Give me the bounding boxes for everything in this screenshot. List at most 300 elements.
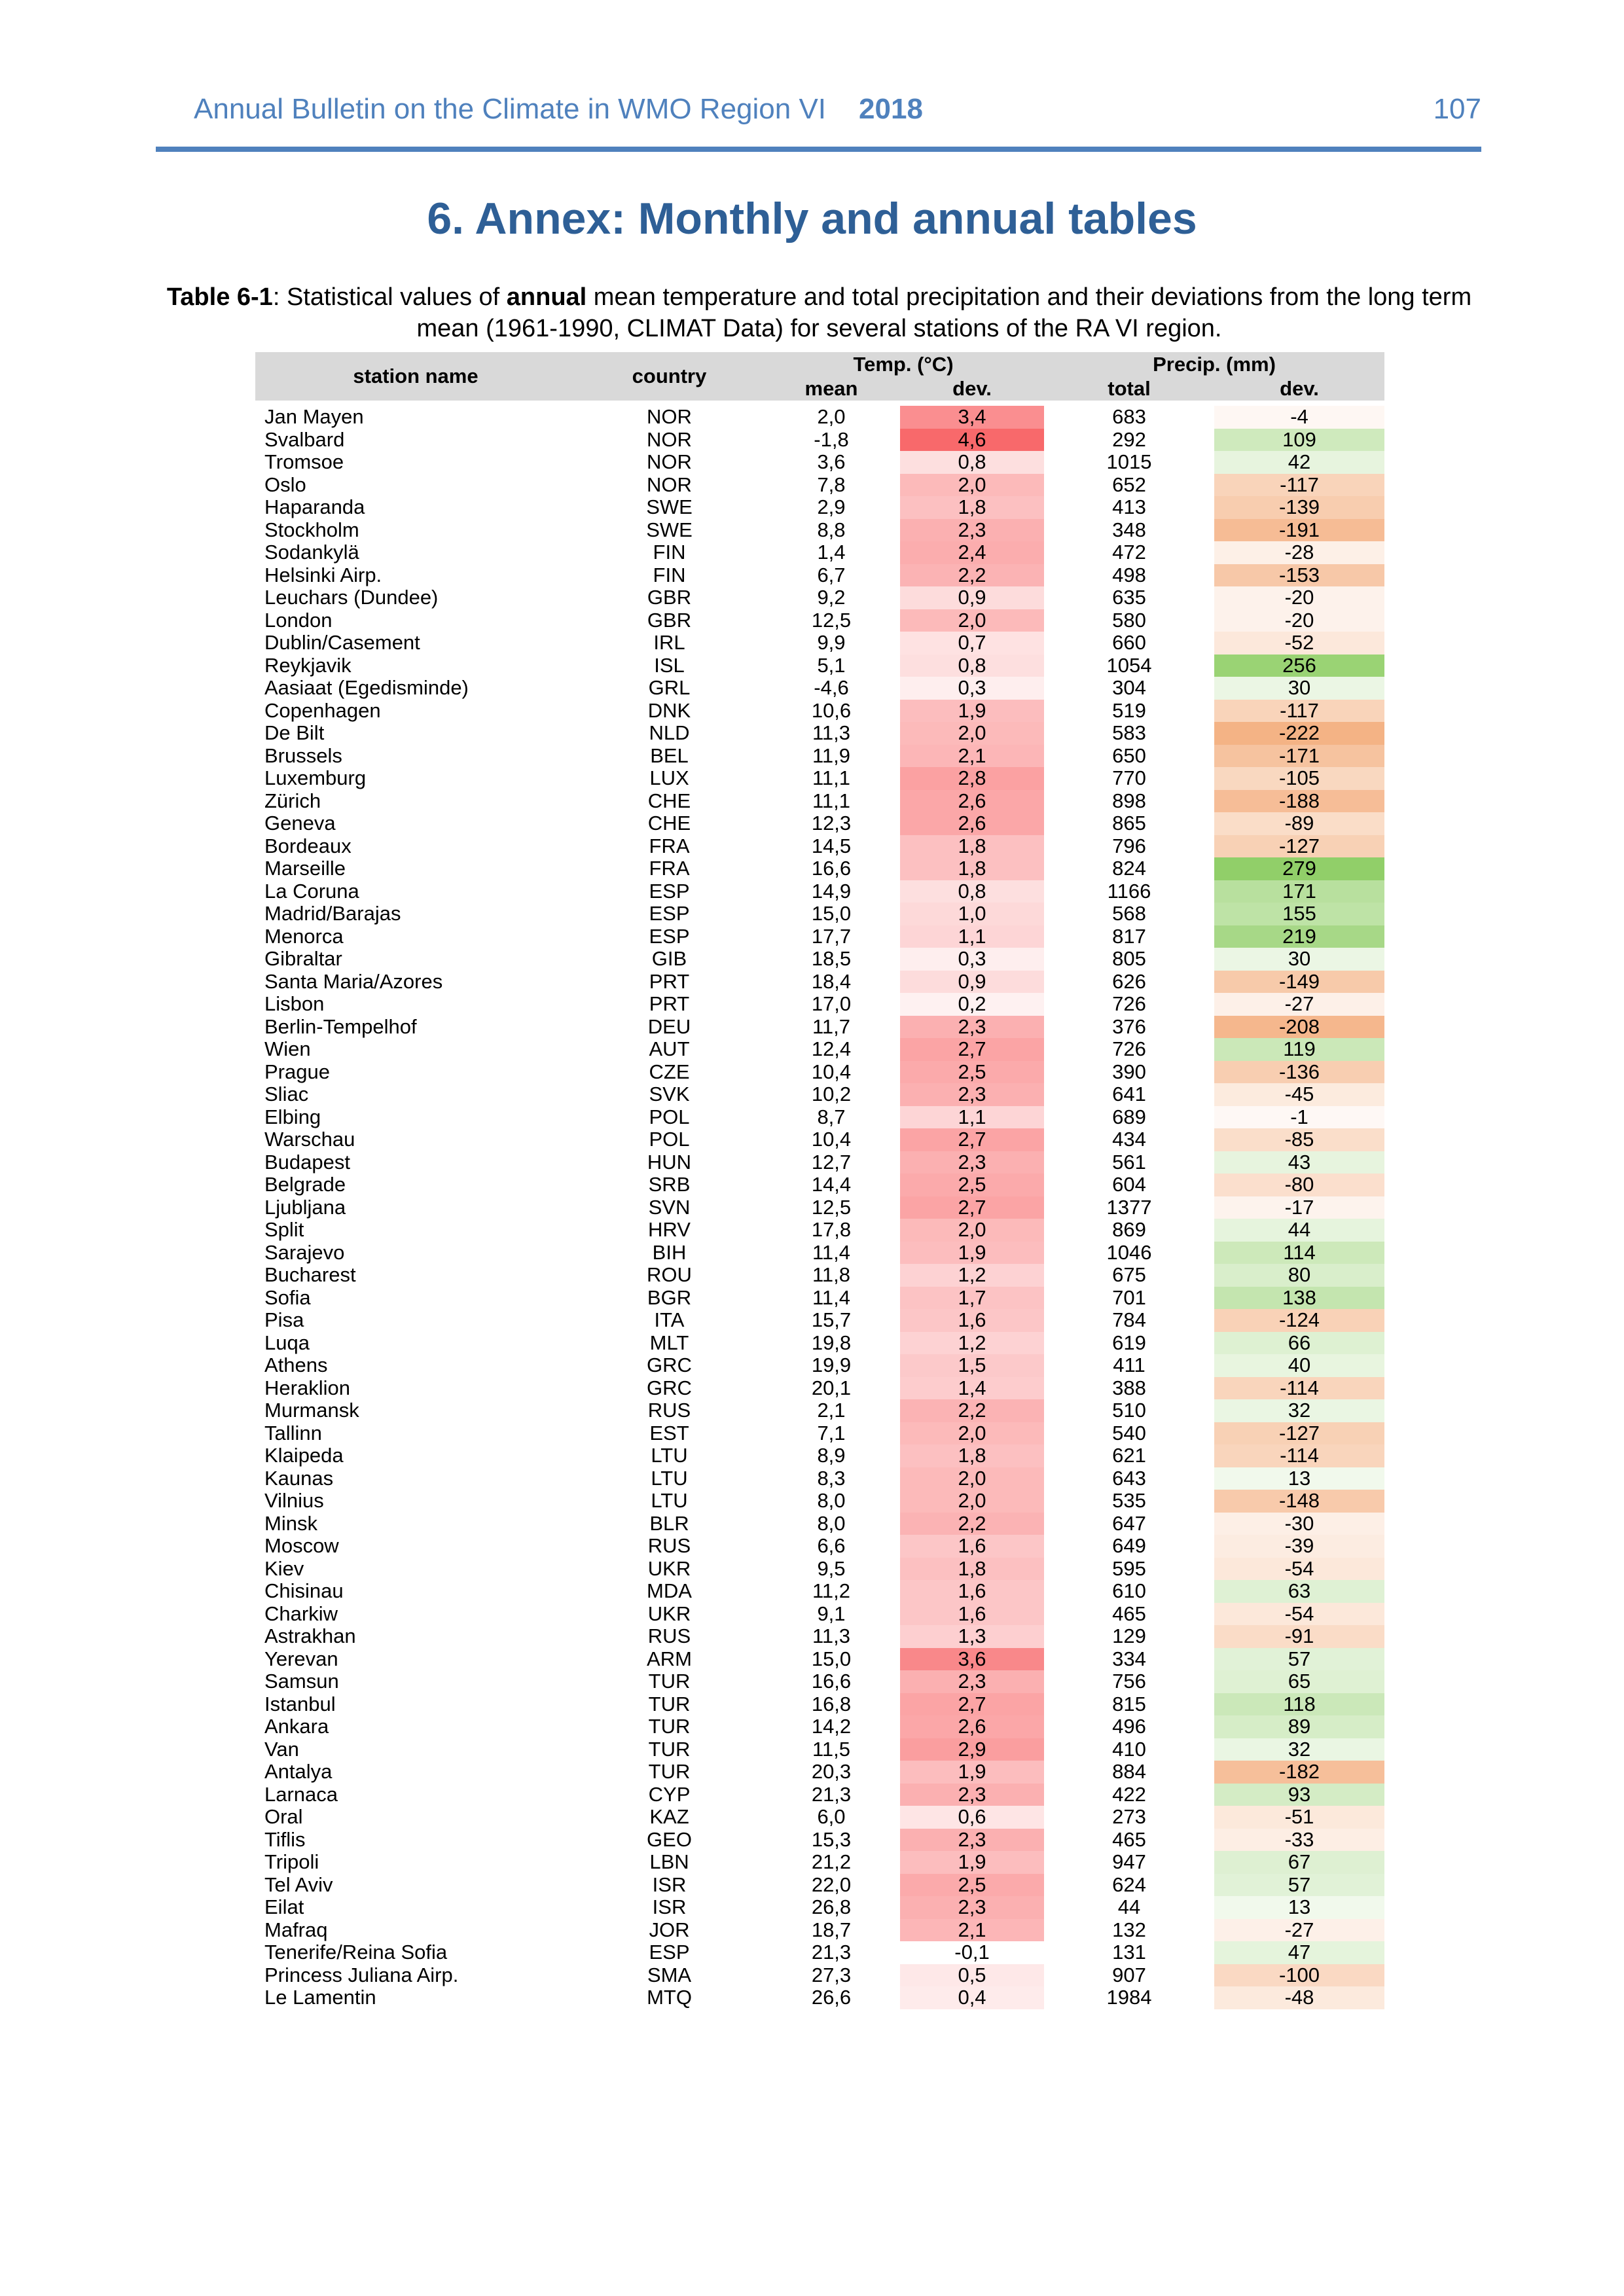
cell-precip-dev: -20	[1214, 586, 1384, 609]
cell-temp-dev: 1,2	[900, 1264, 1044, 1287]
cell-name: Luxemburg	[264, 766, 367, 789]
cell-name: Heraklion	[264, 1376, 350, 1399]
cell-precip-dev: 57	[1214, 1648, 1384, 1671]
cell-precip-total: 561	[1112, 1150, 1146, 1174]
cell-temp-dev: 2,0	[900, 1219, 1044, 1242]
cell-temp-dev: 1,4	[900, 1377, 1044, 1400]
cell-temp-mean: 10,2	[811, 1083, 852, 1105]
cell-name: Geneva	[264, 812, 336, 834]
cell-temp-dev: 2,0	[900, 722, 1044, 745]
cell-temp-mean: 12,5	[811, 608, 852, 632]
cell-country: SWE	[646, 495, 693, 518]
cell-temp-mean: 27,3	[811, 1963, 852, 1986]
cell-name: Tel Aviv	[264, 1873, 333, 1896]
cell-temp-mean: 8,3	[817, 1466, 846, 1490]
table-body	[255, 401, 1384, 2009]
cell-temp-dev: 2,0	[900, 1490, 1044, 1513]
table-row	[255, 1038, 1384, 1061]
cell-precip-total: 683	[1112, 405, 1146, 428]
cell-country: GEO	[647, 1827, 692, 1851]
cell-precip-dev: -27	[1214, 1919, 1384, 1942]
cell-country: TUR	[648, 1670, 691, 1693]
table-row	[255, 790, 1384, 813]
cell-precip-total: 510	[1112, 1399, 1146, 1422]
table-row	[255, 496, 1384, 519]
cell-precip-total: 824	[1112, 857, 1146, 880]
table-row	[255, 1558, 1384, 1581]
cell-precip-total: 132	[1112, 1918, 1146, 1941]
table-row	[255, 519, 1384, 542]
cell-precip-dev: 32	[1214, 1738, 1384, 1761]
cell-temp-dev: 2,7	[900, 1196, 1044, 1219]
cell-precip-dev: 171	[1214, 880, 1384, 903]
cell-precip-total: 796	[1112, 834, 1146, 857]
cell-precip-dev: -54	[1214, 1603, 1384, 1626]
cell-name: Wien	[264, 1037, 311, 1060]
cell-country: GRC	[647, 1354, 692, 1376]
cell-precip-total: 535	[1112, 1489, 1146, 1512]
cell-temp-mean: 5,1	[817, 653, 846, 677]
table-row	[255, 1332, 1384, 1355]
cell-country: HUN	[647, 1150, 692, 1174]
cell-temp-dev: 3,4	[900, 406, 1044, 429]
cell-precip-dev: 42	[1214, 451, 1384, 474]
cell-country: SMA	[647, 1963, 692, 1986]
cell-name: Larnaca	[264, 1782, 338, 1806]
table-row	[255, 564, 1384, 587]
cell-name: Princess Juliana Airp.	[264, 1963, 459, 1986]
cell-temp-dev: 2,3	[900, 1670, 1044, 1693]
cell-country: NLD	[649, 721, 690, 744]
cell-temp-mean: 10,6	[811, 698, 852, 722]
cell-country: GBR	[647, 586, 692, 609]
cell-precip-dev: -139	[1214, 496, 1384, 519]
cell-name: Leuchars (Dundee)	[264, 586, 439, 609]
cell-country: CHE	[647, 812, 691, 834]
cell-country: LTU	[651, 1489, 688, 1512]
cell-precip-dev: -39	[1214, 1535, 1384, 1558]
cell-name: Budapest	[264, 1150, 350, 1174]
cell-precip-dev: -89	[1214, 812, 1384, 835]
cell-country: ARM	[647, 1647, 692, 1670]
cell-name: Elbing	[264, 1105, 321, 1128]
cell-temp-dev: -0,1	[954, 1941, 990, 1964]
cell-temp-dev: 1,1	[900, 1106, 1044, 1129]
cell-name: Le Lamentin	[264, 1986, 376, 2009]
cell-temp-mean: 1,4	[817, 541, 846, 564]
cell-temp-dev: 1,8	[900, 857, 1044, 880]
table-row	[255, 971, 1384, 994]
cell-temp-mean: 6,7	[817, 563, 846, 586]
table-row	[255, 903, 1384, 925]
cell-temp-dev: 1,3	[900, 1625, 1044, 1648]
cell-country: ESP	[649, 924, 690, 948]
cell-name: Lisbon	[264, 992, 325, 1015]
cell-temp-dev: 1,6	[900, 1580, 1044, 1603]
cell-country: UKR	[647, 1602, 691, 1625]
cell-name: Pisa	[264, 1308, 304, 1331]
cell-country: IRL	[653, 631, 685, 654]
cell-temp-mean: 9,1	[817, 1602, 846, 1625]
cell-precip-total: 1166	[1107, 879, 1151, 903]
cell-precip-total: 726	[1112, 992, 1146, 1015]
cell-temp-dev: 2,1	[900, 745, 1044, 768]
table-row	[255, 677, 1384, 700]
table-row	[255, 1806, 1384, 1829]
table-row	[255, 1377, 1384, 1400]
table-row	[255, 1174, 1384, 1196]
cell-temp-dev: 1,8	[900, 835, 1044, 858]
cell-country: ISR	[652, 1895, 687, 1918]
cell-precip-dev: 256	[1214, 655, 1384, 677]
cell-precip-dev: -136	[1214, 1061, 1384, 1084]
cell-precip-total: 624	[1112, 1873, 1146, 1896]
cell-temp-mean: 8,9	[817, 1444, 846, 1467]
cell-country: LTU	[651, 1466, 688, 1490]
cell-precip-total: 770	[1112, 766, 1146, 789]
cell-country: ITA	[654, 1308, 685, 1331]
table-row	[255, 1964, 1384, 1987]
cell-temp-mean: 15,7	[811, 1308, 852, 1331]
cell-temp-dev: 2,5	[900, 1874, 1044, 1897]
cell-temp-mean: 22,0	[811, 1873, 852, 1896]
cell-country: MDA	[647, 1579, 692, 1602]
cell-temp-mean: 14,9	[811, 879, 852, 903]
cell-precip-dev: 93	[1214, 1784, 1384, 1806]
cell-temp-dev: 2,6	[900, 812, 1044, 835]
cell-name: Minsk	[264, 1511, 317, 1535]
cell-country: GRC	[647, 1376, 692, 1399]
cell-temp-mean: 9,2	[817, 586, 846, 609]
cell-country: BIH	[652, 1240, 687, 1264]
cell-precip-total: 1015	[1106, 450, 1152, 473]
cell-country: JOR	[649, 1918, 690, 1941]
cell-precip-dev: -85	[1214, 1128, 1384, 1151]
cell-temp-mean: 10,4	[811, 1128, 852, 1151]
cell-name: Sodankylä	[264, 541, 359, 564]
cell-temp-mean: 9,9	[817, 631, 846, 654]
table-row	[255, 474, 1384, 497]
table-row	[255, 1986, 1384, 2009]
cell-temp-mean: 8,0	[817, 1489, 846, 1512]
cell-country: POL	[649, 1128, 690, 1151]
cell-precip-dev: -4	[1214, 406, 1384, 429]
cell-temp-dev: 2,7	[900, 1693, 1044, 1716]
cell-temp-mean: 6,6	[817, 1534, 846, 1557]
cell-name: Menorca	[264, 924, 344, 948]
table-row	[255, 880, 1384, 903]
cell-precip-total: 652	[1112, 473, 1146, 496]
cell-precip-total: 131	[1112, 1941, 1146, 1964]
cell-temp-mean: 11,5	[812, 1737, 851, 1761]
cell-precip-dev: -80	[1214, 1174, 1384, 1196]
cell-name: Bucharest	[264, 1263, 356, 1286]
page-number: 107	[1433, 93, 1481, 125]
cell-name: Warschau	[264, 1128, 355, 1151]
table-row	[255, 835, 1384, 858]
cell-temp-dev: 2,3	[900, 1016, 1044, 1039]
cell-name: Svalbard	[264, 427, 345, 451]
table-row	[255, 1919, 1384, 1942]
cell-name: Madrid/Barajas	[264, 902, 401, 925]
cell-country: LBN	[649, 1850, 689, 1873]
cell-temp-dev: 1,8	[900, 1444, 1044, 1467]
header-country: country	[576, 352, 763, 401]
cell-country: ESP	[649, 902, 690, 925]
table-row	[255, 1061, 1384, 1084]
cell-precip-total: 413	[1112, 495, 1146, 518]
cell-name: Haparanda	[264, 495, 365, 518]
cell-precip-dev: 57	[1214, 1874, 1384, 1897]
cell-temp-dev: 2,7	[900, 1038, 1044, 1061]
cell-name: Van	[264, 1737, 299, 1761]
cell-temp-mean: 11,3	[812, 1624, 851, 1647]
cell-country: SWE	[646, 518, 693, 541]
cell-temp-mean: 17,0	[811, 992, 852, 1015]
cell-name: Oral	[264, 1805, 303, 1828]
cell-precip-dev: -191	[1214, 519, 1384, 542]
cell-temp-mean: 12,7	[811, 1150, 852, 1174]
cell-precip-dev: -33	[1214, 1829, 1384, 1852]
cell-temp-mean: 15,0	[811, 1647, 852, 1670]
cell-country: BGR	[647, 1285, 692, 1309]
cell-precip-total: 675	[1112, 1263, 1146, 1286]
cell-precip-dev: 30	[1214, 677, 1384, 700]
cell-temp-dev: 4,6	[900, 429, 1044, 452]
cell-temp-mean: 17,8	[811, 1218, 852, 1241]
cell-precip-total: 496	[1112, 1715, 1146, 1738]
cell-temp-dev: 1,6	[900, 1309, 1044, 1332]
cell-country: PRT	[649, 969, 690, 993]
cell-temp-mean: 11,1	[812, 766, 851, 789]
cell-name: Oslo	[264, 473, 306, 496]
cell-temp-mean: 11,7	[812, 1014, 851, 1038]
cell-precip-dev: -30	[1214, 1513, 1384, 1535]
table-row	[255, 1354, 1384, 1377]
cell-name: Gibraltar	[264, 947, 342, 970]
cell-name: Sarajevo	[264, 1240, 345, 1264]
cell-temp-dev: 2,2	[900, 564, 1044, 587]
cell-country: DNK	[647, 698, 691, 722]
cell-name: Sofia	[264, 1285, 311, 1309]
cell-temp-mean: 20,3	[811, 1760, 852, 1783]
table-row	[255, 1535, 1384, 1558]
cell-name: Tromsoe	[264, 450, 344, 473]
cell-country: NOR	[647, 473, 692, 496]
cell-temp-dev: 0,5	[900, 1964, 1044, 1987]
table-row	[255, 1784, 1384, 1806]
cell-temp-mean: 15,0	[811, 902, 852, 925]
cell-country: TUR	[648, 1692, 691, 1715]
cell-precip-total: 865	[1112, 812, 1146, 834]
cell-country: FRA	[649, 857, 690, 880]
cell-temp-mean: 19,9	[811, 1354, 852, 1376]
cell-country: HRV	[648, 1218, 691, 1241]
table-row	[255, 429, 1384, 452]
cell-temp-dev: 0,9	[900, 971, 1044, 994]
cell-country: UKR	[647, 1556, 691, 1580]
cell-temp-mean: 21,3	[811, 1782, 852, 1806]
cell-temp-mean: 7,8	[817, 473, 846, 496]
cell-name: Moscow	[264, 1534, 339, 1557]
cell-temp-mean: 18,5	[811, 947, 852, 970]
cell-precip-dev: 138	[1214, 1287, 1384, 1310]
cell-precip-total: 595	[1112, 1556, 1146, 1580]
cell-precip-total: 44	[1117, 1895, 1141, 1918]
table-row	[255, 1874, 1384, 1897]
cell-precip-dev: 66	[1214, 1332, 1384, 1355]
cell-country: ESP	[649, 879, 690, 903]
cell-precip-total: 465	[1112, 1827, 1146, 1851]
cell-precip-total: 390	[1112, 1060, 1146, 1083]
cell-precip-dev: 13	[1214, 1467, 1384, 1490]
cell-precip-total: 348	[1112, 518, 1146, 541]
table-row	[255, 1242, 1384, 1265]
cell-precip-total: 580	[1112, 608, 1146, 632]
cell-name: Dublin/Casement	[264, 631, 420, 654]
cell-precip-total: 422	[1112, 1782, 1146, 1806]
cell-name: Antalya	[264, 1760, 333, 1783]
cell-precip-total: 129	[1112, 1624, 1146, 1647]
cell-temp-mean: 8,8	[817, 518, 846, 541]
header-temp-mean: mean	[763, 377, 900, 401]
table-row	[255, 1603, 1384, 1626]
cell-precip-total: 784	[1112, 1308, 1146, 1331]
cell-country: NOR	[647, 427, 692, 451]
cell-precip-total: 621	[1112, 1444, 1146, 1467]
page-header	[156, 93, 1481, 152]
cell-precip-dev: -51	[1214, 1806, 1384, 1829]
cell-name: Brussels	[264, 744, 342, 767]
cell-name: Mafraq	[264, 1918, 328, 1941]
cell-precip-dev: 279	[1214, 857, 1384, 880]
table-row	[255, 1490, 1384, 1513]
cell-country: FIN	[653, 563, 686, 586]
cell-temp-dev: 2,4	[900, 541, 1044, 564]
cell-name: Jan Mayen	[264, 405, 364, 428]
cell-precip-dev: 44	[1214, 1219, 1384, 1242]
climate-table	[255, 352, 1384, 2009]
cell-temp-dev: 1,6	[900, 1603, 1044, 1626]
cell-name: De Bilt	[264, 721, 325, 744]
table-row	[255, 1738, 1384, 1761]
cell-precip-dev: -124	[1214, 1309, 1384, 1332]
cell-temp-dev: 1,1	[900, 925, 1044, 948]
cell-temp-mean: 21,2	[811, 1850, 852, 1873]
table-row	[255, 1422, 1384, 1445]
cell-country: SRB	[648, 1173, 691, 1196]
cell-country: NOR	[647, 450, 692, 473]
cell-temp-dev: 0,3	[900, 948, 1044, 971]
table-row	[255, 609, 1384, 632]
cell-temp-mean: 16,6	[811, 1670, 852, 1693]
cell-precip-total: 472	[1112, 541, 1146, 564]
table-row	[255, 1219, 1384, 1242]
table-row	[255, 1693, 1384, 1716]
cell-precip-dev: -1	[1214, 1106, 1384, 1129]
cell-precip-total: 907	[1112, 1963, 1146, 1986]
cell-precip-dev: 30	[1214, 948, 1384, 971]
table-row	[255, 812, 1384, 835]
table-row	[255, 1580, 1384, 1603]
cell-name: Santa Maria/Azores	[264, 969, 443, 993]
table-row	[255, 1625, 1384, 1648]
bulletin-title: Annual Bulletin on the Climate in WMO Region VI 2018	[194, 93, 923, 125]
cell-country: PRT	[649, 992, 690, 1015]
cell-name: Murmansk	[264, 1399, 359, 1422]
table-row	[255, 1151, 1384, 1174]
cell-country: EST	[649, 1421, 689, 1444]
cell-temp-dev: 2,7	[900, 1128, 1044, 1151]
cell-name: Tripoli	[264, 1850, 319, 1873]
table-row	[255, 1513, 1384, 1535]
caption-label: Table 6-1	[166, 283, 273, 311]
cell-temp-dev: 0,8	[900, 880, 1044, 903]
table-row	[255, 1761, 1384, 1784]
cell-precip-total: 815	[1112, 1692, 1146, 1715]
cell-temp-dev: 1,0	[900, 903, 1044, 925]
cell-temp-mean: 9,5	[817, 1556, 846, 1580]
cell-precip-total: 273	[1112, 1805, 1146, 1828]
cell-temp-mean: 8,7	[817, 1105, 846, 1128]
cell-temp-mean: 14,5	[811, 834, 852, 857]
cell-precip-total: 376	[1112, 1014, 1146, 1038]
cell-temp-dev: 2,5	[900, 1061, 1044, 1084]
table-row	[255, 632, 1384, 655]
cell-precip-total: 498	[1112, 563, 1146, 586]
cell-temp-dev: 2,3	[900, 519, 1044, 542]
header-station-name: station name	[255, 352, 576, 401]
cell-temp-mean: 6,0	[817, 1805, 846, 1828]
cell-precip-total: 465	[1112, 1602, 1146, 1625]
cell-temp-mean: 14,2	[811, 1715, 852, 1738]
cell-name: Klaipeda	[264, 1444, 344, 1467]
cell-name: Berlin-Tempelhof	[264, 1014, 417, 1038]
cell-precip-dev: 32	[1214, 1399, 1384, 1422]
table-row	[255, 1715, 1384, 1738]
cell-country: SVK	[649, 1083, 690, 1105]
cell-precip-dev: -17	[1214, 1196, 1384, 1219]
cell-temp-mean: 3,6	[817, 450, 846, 473]
cell-name: Athens	[264, 1354, 328, 1376]
cell-country: TUR	[648, 1737, 691, 1761]
cell-name: Belgrade	[264, 1173, 346, 1196]
table-row	[255, 1941, 1384, 1964]
cell-precip-total: 701	[1112, 1285, 1146, 1309]
cell-temp-mean: -4,6	[814, 676, 849, 699]
cell-name: Reykjavik	[264, 653, 352, 677]
cell-country: CHE	[647, 789, 691, 812]
table-row	[255, 948, 1384, 971]
cell-temp-dev: 1,9	[900, 1851, 1044, 1874]
cell-name: Tiflis	[264, 1827, 306, 1851]
cell-temp-mean: 12,5	[811, 1195, 852, 1219]
cell-precip-total: 626	[1112, 969, 1146, 993]
cell-precip-total: 304	[1112, 676, 1146, 699]
cell-temp-dev: 2,1	[900, 1919, 1044, 1942]
cell-precip-total: 756	[1112, 1670, 1146, 1693]
header-precip-total: total	[1044, 377, 1214, 401]
cell-temp-dev: 0,9	[900, 586, 1044, 609]
cell-country: FIN	[653, 541, 686, 564]
cell-name: Yerevan	[264, 1647, 338, 1670]
cell-country: BEL	[650, 744, 689, 767]
cell-precip-dev: 47	[1214, 1941, 1384, 1964]
table-row	[255, 1309, 1384, 1332]
cell-temp-mean: 11,9	[812, 744, 851, 767]
cell-temp-mean: 21,3	[811, 1941, 852, 1964]
cell-temp-mean: 8,0	[817, 1511, 846, 1535]
